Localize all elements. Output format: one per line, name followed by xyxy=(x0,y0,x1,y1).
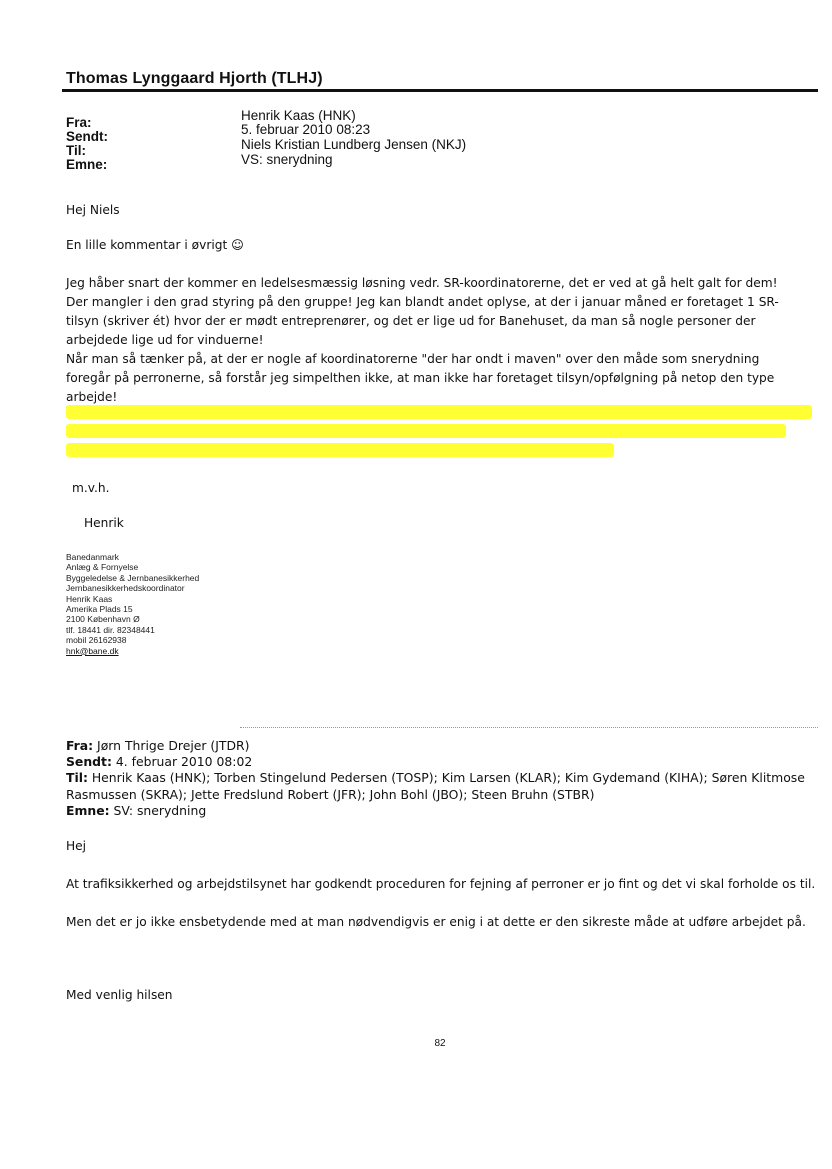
signature-block xyxy=(66,552,199,656)
subject-value: VS: snerydning xyxy=(241,152,333,167)
message-paragraph xyxy=(66,274,816,407)
signature-line: Byggeledelse & Jernbanesikkerhed xyxy=(66,572,200,583)
to-label: Til: xyxy=(66,143,86,158)
paragraph-line: arbejdede lige ud for vinduerne! xyxy=(66,333,264,347)
redaction-highlight xyxy=(66,424,786,438)
sent-value: 5. februar 2010 08:23 xyxy=(241,122,371,137)
mailbox-owner: Thomas Lynggaard Hjorth (TLHJ) xyxy=(66,70,323,87)
page-number: 82 xyxy=(434,1038,446,1049)
greeting: Hej Niels xyxy=(66,203,120,217)
forwarded-subject-value: SV: snerydning xyxy=(109,803,207,818)
signature-line: 2100 København Ø xyxy=(66,614,140,625)
signature-email-link[interactable]: hnk@bane.dk xyxy=(66,645,119,656)
signature-line: Henrik Kaas xyxy=(66,593,113,604)
signature-line: Anlæg & Fornyelse xyxy=(66,562,139,573)
forwarded-paragraph: At trafiksikkerhed og arbejdstilsynet har godkendt proceduren for fejning af perroner er jo fint og det vi skal forholde os til. xyxy=(66,877,816,891)
closing: m.v.h. xyxy=(72,481,110,495)
owner-divider xyxy=(62,89,818,92)
redaction-highlight xyxy=(66,405,812,419)
forwarded-from-label: Fra: xyxy=(66,738,94,753)
forwarded-paragraph: Men det er jo ikke ensbetydende med at man nødvendigvis er enig i at dette er den sikreste måde at udføre arbejdet på. xyxy=(66,915,806,929)
forwarded-sent xyxy=(66,753,822,770)
forwarded-from xyxy=(66,737,822,754)
forwarded-to-value: Henrik Kaas (HNK); Torben Stingelund Pedersen (TOSP); Kim Larsen (KLAR); Kim Gydemand (KIHA); Søren Klitmose Rasmussen (SKRA); Jette Fredslund Robert (JFR); John Bohl (JBO); Steen Bruhn (STBR) xyxy=(66,770,805,802)
forwarded-from-value: Jørn Thrige Drejer (JTDR) xyxy=(93,738,250,753)
paragraph-line: arbejde! xyxy=(66,390,118,404)
paragraph-line: foregår på perronerne, så forstår jeg simpelthen ikke, at man ikke har foretaget tilsyn/opfølgning på netop den type xyxy=(66,371,775,385)
forwarded-to-label: Til: xyxy=(66,770,88,785)
redaction-highlight xyxy=(66,443,614,457)
forwarded-to xyxy=(66,769,822,803)
paragraph-line: Når man så tænker på, at der er nogle af koordinatorerne "der har ondt i maven" over den måde som snerydning xyxy=(66,352,760,366)
signature-line: Banedanmark xyxy=(66,552,119,562)
forwarded-sent-value: 4. februar 2010 08:02 xyxy=(111,754,253,769)
subject-label: Emne: xyxy=(66,157,108,172)
paragraph-line: Jeg håber snart der kommer en ledelsesmæssig løsning vedr. SR-koordinatorerne, det er ved at gå helt galt for dem! xyxy=(66,276,778,290)
forward-separator xyxy=(240,727,818,728)
comment: En lille kommentar i øvrigt ☺ xyxy=(66,238,244,252)
signature-line: Jernbanesikkerhedskoordinator xyxy=(66,583,185,594)
signature-line: Amerika Plads 15 xyxy=(66,604,133,615)
signer-name: Henrik xyxy=(84,516,124,530)
paragraph-line: tilsyn (skriver ét) hvor der er mødt entreprenører, og det er lige ud for Banehuset, da man så nogle personer der xyxy=(66,314,756,328)
to-value: Niels Kristian Lundberg Jensen (NKJ) xyxy=(241,137,467,152)
sent-label: Sendt: xyxy=(66,129,108,144)
signature-line: tlf. 18441 dir. 82348441 xyxy=(66,624,155,635)
forwarded-greeting: Hej xyxy=(66,839,87,853)
forwarded-closing: Med venlig hilsen xyxy=(66,988,173,1002)
from-label: Fra: xyxy=(66,115,92,130)
forwarded-subject-label: Emne: xyxy=(66,803,110,818)
forwarded-sent-label: Sendt: xyxy=(66,754,112,769)
signature-line: mobil 26162938 xyxy=(66,635,127,646)
from-value: Henrik Kaas (HNK) xyxy=(241,108,356,123)
forwarded-subject xyxy=(66,802,822,819)
paragraph-line: Der mangler i den grad styring på den gruppe! Jeg kan blandt andet oplyse, at der i januar måned er foretaget 1 SR- xyxy=(66,295,779,309)
